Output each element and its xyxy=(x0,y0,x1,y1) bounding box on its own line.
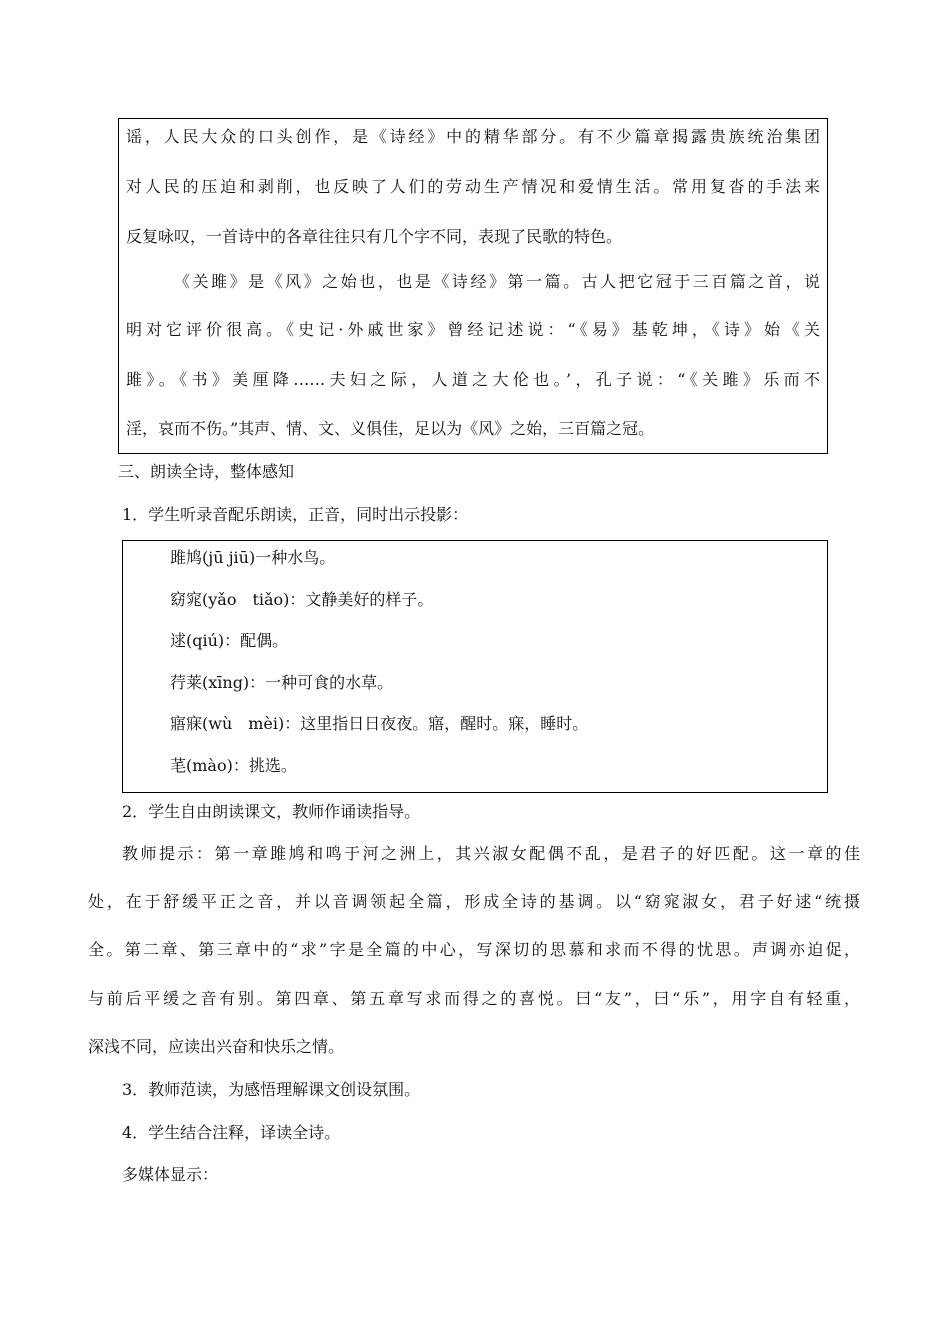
intro-line: 谣，人民大众的口头创作，是《诗经》中的精华部分。有不少篇章揭露贵族统治集团 xyxy=(126,127,820,146)
intro-line: 明对它评价很高。《史记·外戚世家》曾经记述说：“《易》基乾坤，《诗》始《关 xyxy=(126,320,820,339)
pronunciation-item: 寤寐(wù mèi)：这里指日日夜夜。寤，醒时。寐，睡时。 xyxy=(170,714,589,733)
step-1: 1．学生听录音配乐朗读，正音，同时出示投影： xyxy=(122,505,469,524)
pronunciation-item: 雎鸠(jū jiū)一种水鸟。 xyxy=(170,548,336,567)
teacher-hint-line: 与前后平缓之音有别。第四章、第五章写求而得之的喜悦。曰“友”，曰“乐”，用字自有轻重， xyxy=(88,989,860,1008)
pronunciation-item: 逑(qiú)：配偶。 xyxy=(170,631,289,650)
pronunciation-item: 芼(mào)：挑选。 xyxy=(170,756,297,775)
section-heading: 三、朗读全诗，整体感知 xyxy=(118,462,295,481)
pronunciation-item: 荇莱(xīng)：一种可食的水草。 xyxy=(170,673,394,692)
pronunciation-item: 窈窕(yǎo tiǎo)：文静美好的样子。 xyxy=(170,590,434,609)
intro-line: 反复咏叹，一首诗中的各章往往只有几个字不同，表现了民歌的特色。 xyxy=(126,227,623,246)
intro-line: 淫，哀而不伤。”其声、情、文、义俱佳，足以为《风》之始，三百篇之冠。 xyxy=(126,419,655,438)
intro-line: 雎》。《书》美厘降……夫妇之际，人道之大伦也。’，孔子说：“《关雎》乐而不 xyxy=(126,370,820,389)
teacher-hint-line: 深浅不同，应读出兴奋和快乐之情。 xyxy=(88,1037,345,1056)
multimedia-label: 多媒体显示： xyxy=(122,1165,219,1184)
teacher-hint-line: 处，在于舒缓平正之音，并以音调领起全篇，形成全诗的基调。以“窈窕淑女，君子好逑“统摄 xyxy=(88,892,860,911)
step-4: 4．学生结合注释，译读全诗。 xyxy=(122,1123,341,1142)
step-2: 2．学生自由朗读课文，教师作诵读指导。 xyxy=(122,802,421,821)
teacher-hint-line: 教师提示：第一章雎鸠和鸣于河之洲上，其兴淑女配偶不乱，是君子的好匹配。这一章的佳 xyxy=(122,844,860,863)
intro-line: 对人民的压迫和剥削，也反映了人们的劳动生产情况和爱情生活。常用复沓的手法来 xyxy=(126,177,820,196)
intro-line: 《关雎》是《风》之始也，也是《诗经》第一篇。古人把它冠于三百篇之首，说 xyxy=(174,272,820,291)
step-3: 3．教师范读，为感悟理解课文创设氛围。 xyxy=(122,1080,421,1099)
teacher-hint-line: 全。第二章、第三章中的“求”字是全篇的中心，写深切的思慕和求而不得的忧思。声调亦迫促， xyxy=(88,940,860,959)
